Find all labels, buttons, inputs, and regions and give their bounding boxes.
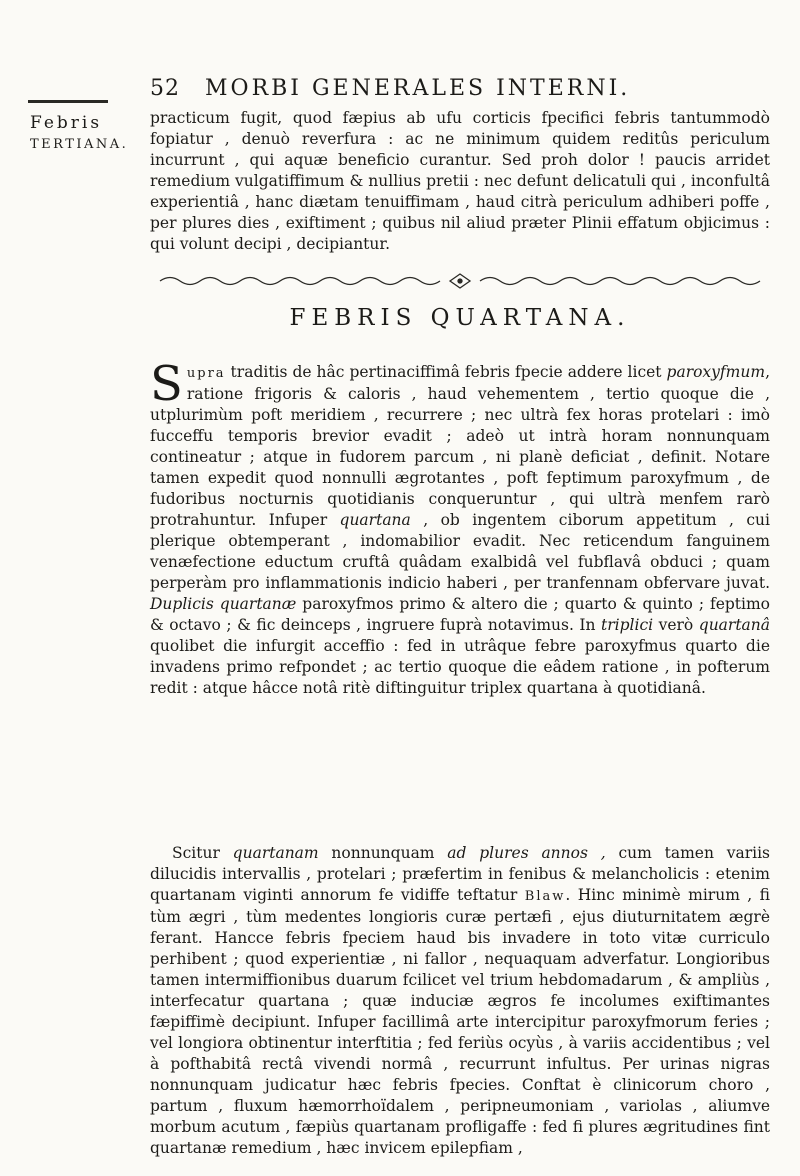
margin-rule [28,100,108,103]
text-segment: nonnunquam [318,844,448,862]
emphasis: paroxyfmum [666,363,766,381]
text-segment: Scitur [172,844,233,862]
emphasis: quartanam [232,844,319,862]
text-segment: verò [653,616,699,634]
author-name: Blaw [524,889,566,904]
emphasis: Duplicis quartanæ [150,595,297,613]
page-number: 52 [150,76,180,101]
emphasis: ad plures annos , [447,844,606,862]
text-segment: , ratione frigoris & caloris , haud vehementem , tertio quoque die , utplurimùm poft meridiem , recurrere ; nec ultrà fex horas protelari : imò fucceffu temporis brevior evadit ; adeò ut intrà horam nonnunquam contineatur ; atque in fudorem parcum , ni planè deficiat , definit. Notare tamen expedit quod nonnulli ægrotantes , poft feptimum paroxyfmum , de fudoribus nocturnis quotidianis conqueruntur , qui ultrà menfem rarò protrahuntur. Infuper [150,363,770,529]
text-segment: quolibet die infurgit acceffio : fed in utrâque febre paroxyfmus quarto die invadens primo refpondet ; ac tertio quoque die eâdem ratione , in pofterum redit : atque hâcce notâ ritè diftinguitur triplex quartana à quotidianâ. [150,637,770,697]
paragraph-quartana-duration [150,843,770,1159]
text-segment: traditis de hâc pertinaciffimâ febris fpecie addere licet [225,363,667,381]
ornamental-divider-icon [150,272,770,290]
section-title: FEBRIS QUARTANA. [289,305,631,331]
text-segment: cum tamen variis dilucidis intervallis , protelari ; præfertim in fenibus & melancholicis : etenim quartanam viginti annorum fe vidiffe teftatur [150,844,770,904]
margin-note-line2: TERTIANA. [30,137,129,152]
paragraph-quartana-intro [150,356,771,699]
margin-note-line1: Febris [30,113,103,133]
drop-cap: S [150,356,183,412]
text-segment: , ob ingentem ciborum appetitum , cui plerique obtemperant , indomabilior evadit. Nec reticendum fanguinem venæfectione eductum cruftâ quâdam exalbidâ vel fubflavâ obduci ; quam perperàm pro inflammationis indicio haberi , per tranfennam obfervare juvat. [150,511,770,592]
paragraph-tertiana-end: practicum fugit, quod fæpius ab ufu corticis fpecifici febris tantummodò fopiatur , denuò reverfura : ac ne minimum quidem reditûs periculum incurrunt , qui aquæ beneficio curantur. Sed proh dolor ! paucis arridet remedium vulgatiffimum & nullius pretii : nec defunt delicatuli qui , inconfultâ experientiâ , hanc diætam tenuiffimam , haud citrà periculum adhiberi poffe , per plures dies , exiftiment ; quibus nil aliud præter Plinii effatum objicimus : qui volunt decipi , decipiantur. [150,109,770,253]
emphasis: quartanâ [698,616,771,634]
text-segment: . Hinc minimè mirum , fi tùm ægri , tùm medentes longioris curæ pertæfi , ejus diuturnitatem ægrè ferant. Hancce febris fpeciem haud bis invadere in toto vitæ curriculo perhibent ; quod experientiæ , ni fallor , nequaquam adverfatur. Longioribus tamen intermiffionibus duarum fcilicet vel trium hebdomadarum , & ampliùs , interfecatur quartana ; quæ induciæ ægros fe incolumes exiftimantes fæpiffimè decipiunt. Infuper facillimâ arte intercipitur paroxyfmorum feries ; vel longiora obtinentur interftitia ; fed feriùs ocyùs , à variis accidentibus ; vel à pofthabitâ rectâ vivendi normâ , recurrunt infultus. Per urinas nigras nonnunquam judicatur hæc febris fpecies. Conftat è clinicorum choro , partum , fluxum hæmorrhoïdalem , peripneumoniam , variolas , aliumve morbum acutum , fæpiùs quartanam profligaffe : fed fi plures ægritudines fint quartanæ remedium , hæc invicem epilepfiam , [150,886,770,1157]
page-header [150,72,710,108]
emphasis: quartana [339,511,411,529]
text-segment: paroxyfmos primo & altero die ; quarto & quinto ; feptimo & octavo ; & fic deinceps , ingruere fuprà notavimus. In [150,595,771,634]
lead-smallcaps: upra [186,366,226,381]
emphasis: triplici [601,616,654,634]
margin-note [30,112,129,156]
running-head: MORBI GENERALES INTERNI. [205,76,631,101]
